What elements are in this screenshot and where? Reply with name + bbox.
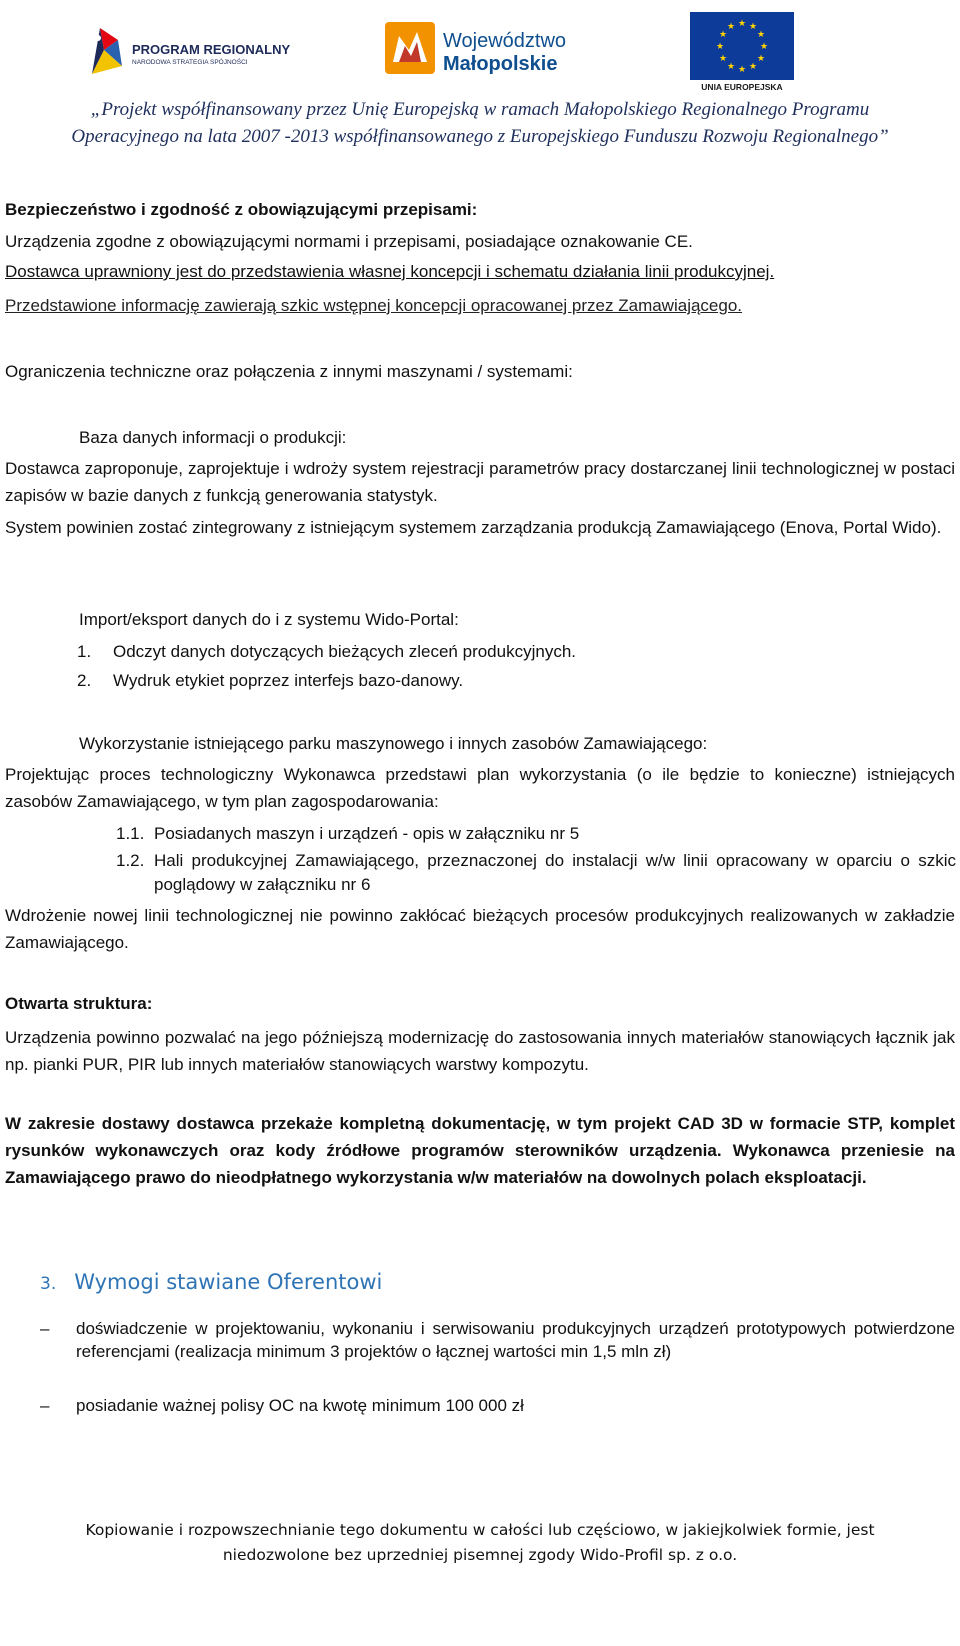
program-regionalny-title: PROGRAM REGIONALNY bbox=[132, 42, 291, 57]
svg-text:★: ★ bbox=[718, 54, 728, 64]
resources-paragraph-1: Projektując proces technologiczny Wykonawca przedstawi plan wykorzystania (o ile będzie to konieczne) istniejących zasobów Zamawiającego, w tym plan zagospodarowania: bbox=[5, 765, 955, 811]
svg-text:★: ★ bbox=[759, 42, 769, 52]
section-3-heading bbox=[40, 1270, 382, 1294]
cofunding-statement bbox=[0, 96, 960, 150]
safety-line-1: Urządzenia zgodne z obowiązującymi normami i przepisami, posiadające oznakowanie CE. bbox=[5, 232, 693, 251]
import-item-text: Wydruk etykiet poprzez interfejs bazo-danowy. bbox=[113, 671, 464, 690]
eu-flag-logo bbox=[690, 12, 794, 92]
database-paragraph-2: System powinien zostać zintegrowany z istniejącym systemem zarządzania produkcją Zamawiającego (Enova, Portal Wido). bbox=[5, 518, 942, 537]
program-regionalny-subtitle: NARODOWA STRATEGIA SPÓJNOŚCI bbox=[132, 59, 248, 66]
import-item-text: Odczyt danych dotyczących bieżących zleceń produkcyjnych. bbox=[113, 642, 577, 661]
import-heading: Import/eksport danych do i z systemu Wido-Portal: bbox=[79, 610, 459, 629]
svg-text:★: ★ bbox=[756, 30, 766, 40]
footer-line-1: Kopiowanie i rozpowszechnianie tego dokumentu w całości lub częściowo, w jakiejkolwiek formie, jest bbox=[85, 1521, 875, 1539]
requirement-dash: – bbox=[40, 1396, 50, 1415]
requirement-item bbox=[40, 1317, 955, 1363]
safety-line-2: Dostawca uprawniony jest do przedstawienia własnej koncepcji i schematu działania linii produkcyjnej. bbox=[5, 262, 775, 281]
resources-item bbox=[116, 849, 956, 897]
section-3-number: 3. bbox=[40, 1274, 57, 1294]
requirement-text: doświadczenie w projektowaniu, wykonaniu i serwisowaniu produkcyjnych urządzeń prototypowych potwierdzone referencjami (realizacja minimum 3 projektów o łącznej wartości min 1,5 mln zł) bbox=[76, 1319, 955, 1361]
import-item bbox=[77, 667, 463, 694]
wojewodztwo-malopolskie-logo bbox=[385, 22, 585, 82]
eu-flag-icon bbox=[690, 12, 794, 80]
program-regionalny-logo bbox=[88, 22, 298, 78]
cofunding-line-1: „Projekt współfinansowany przez Unię Europejską w ramach Małopolskiego Regionalnego Programu bbox=[90, 99, 870, 120]
resources-paragraph-2: Wdrożenie nowej linii technologicznej nie powinno zakłócać bieżących procesów produkcyjnych realizowanych w zakładzie Zamawiającego. bbox=[5, 906, 955, 952]
program-regionalny-emblem-icon bbox=[88, 22, 128, 78]
svg-text:★: ★ bbox=[715, 42, 725, 52]
database-paragraph-1: Dostawca zaproponuje, zaprojektuje i wdroży system rejestracji parametrów pracy dostarczanej linii technologicznej w postaci zapisów w bazie danych z funkcją generowania statystyk. bbox=[5, 459, 955, 505]
svg-text:★: ★ bbox=[726, 22, 736, 32]
svg-text:★: ★ bbox=[718, 30, 728, 40]
page-footer bbox=[0, 1518, 960, 1568]
safety-heading: Bezpieczeństwo i zgodność z obowiązującymi przepisami: bbox=[5, 200, 478, 219]
region-name-line1: Województwo bbox=[443, 30, 567, 52]
requirement-dash: – bbox=[40, 1319, 50, 1338]
import-item-number: 2. bbox=[77, 671, 92, 690]
footer-line-2: niedozwolone bez uprzedniej pisemnej zgody Wido-Profil sp. z o.o. bbox=[222, 1546, 738, 1564]
region-name-line2: Małopolskie bbox=[443, 53, 558, 75]
safety-line-3: Przedstawione informację zawierają szkic wstępnej koncepcji opracowanej przez Zamawiającego. bbox=[5, 296, 743, 315]
requirement-item bbox=[40, 1394, 955, 1417]
svg-text:★: ★ bbox=[748, 62, 758, 72]
resources-item-text: Hali produkcyjnej Zamawiającego, przeznaczonej do instalacji w/w linii opracowany w oparciu o szkic poglądowy w załączniku nr 6 bbox=[154, 851, 956, 894]
resources-item-number: 1.2. bbox=[116, 851, 145, 870]
database-heading: Baza danych informacji o produkcji: bbox=[79, 428, 347, 447]
svg-text:★: ★ bbox=[748, 22, 758, 32]
import-item bbox=[77, 638, 576, 665]
resources-item-number: 1.1. bbox=[116, 824, 145, 843]
header-logos bbox=[0, 10, 960, 90]
resources-item-text: Posiadanych maszyn i urządzeń - opis w załączniku nr 5 bbox=[154, 824, 580, 843]
open-structure-heading: Otwarta struktura: bbox=[5, 994, 153, 1013]
tech-limits-heading: Ograniczenia techniczne oraz połączenia z innymi maszynami / systemami: bbox=[5, 362, 573, 381]
svg-text:★: ★ bbox=[756, 54, 766, 64]
resources-item bbox=[116, 820, 956, 847]
svg-text:★: ★ bbox=[737, 65, 747, 75]
resources-heading: Wykorzystanie istniejącego parku maszynowego i innych zasobów Zamawiającego: bbox=[79, 734, 708, 753]
documentation-paragraph: W zakresie dostawy dostawca przekaże kompletną dokumentację, w tym projekt CAD 3D w formacie STP, komplet rysunków wykonawczych oraz kody źródłowe programów sterowników urządzenia. Wykonawca przeniesie na Zamawiającego prawo do nieodpłatnego wykorzystania w/w materiałów na dowolnych polach eksploatacji. bbox=[5, 1114, 955, 1187]
svg-text:★: ★ bbox=[737, 19, 747, 29]
svg-text:★: ★ bbox=[726, 62, 736, 72]
section-3-title: Wymogi stawiane Oferentowi bbox=[74, 1270, 383, 1294]
requirement-text: posiadanie ważnej polisy OC na kwotę minimum 100 000 zł bbox=[76, 1396, 524, 1415]
eu-label: UNIA EUROPEJSKA bbox=[701, 82, 783, 92]
cofunding-line-2: Operacyjnego na lata 2007 -2013 współfinansowanego z Europejskiego Funduszu Rozwoju Regionalnego” bbox=[71, 126, 889, 147]
malopolska-emblem-icon bbox=[385, 22, 435, 74]
import-item-number: 1. bbox=[77, 642, 92, 661]
open-structure-paragraph: Urządzenia powinno pozwalać na jego późniejszą modernizację do zastosowania innych materiałów stanowiących łącznik jak np. pianki PUR, PIR lub innych materiałów stanowiących warstwy kompozytu. bbox=[5, 1028, 955, 1074]
